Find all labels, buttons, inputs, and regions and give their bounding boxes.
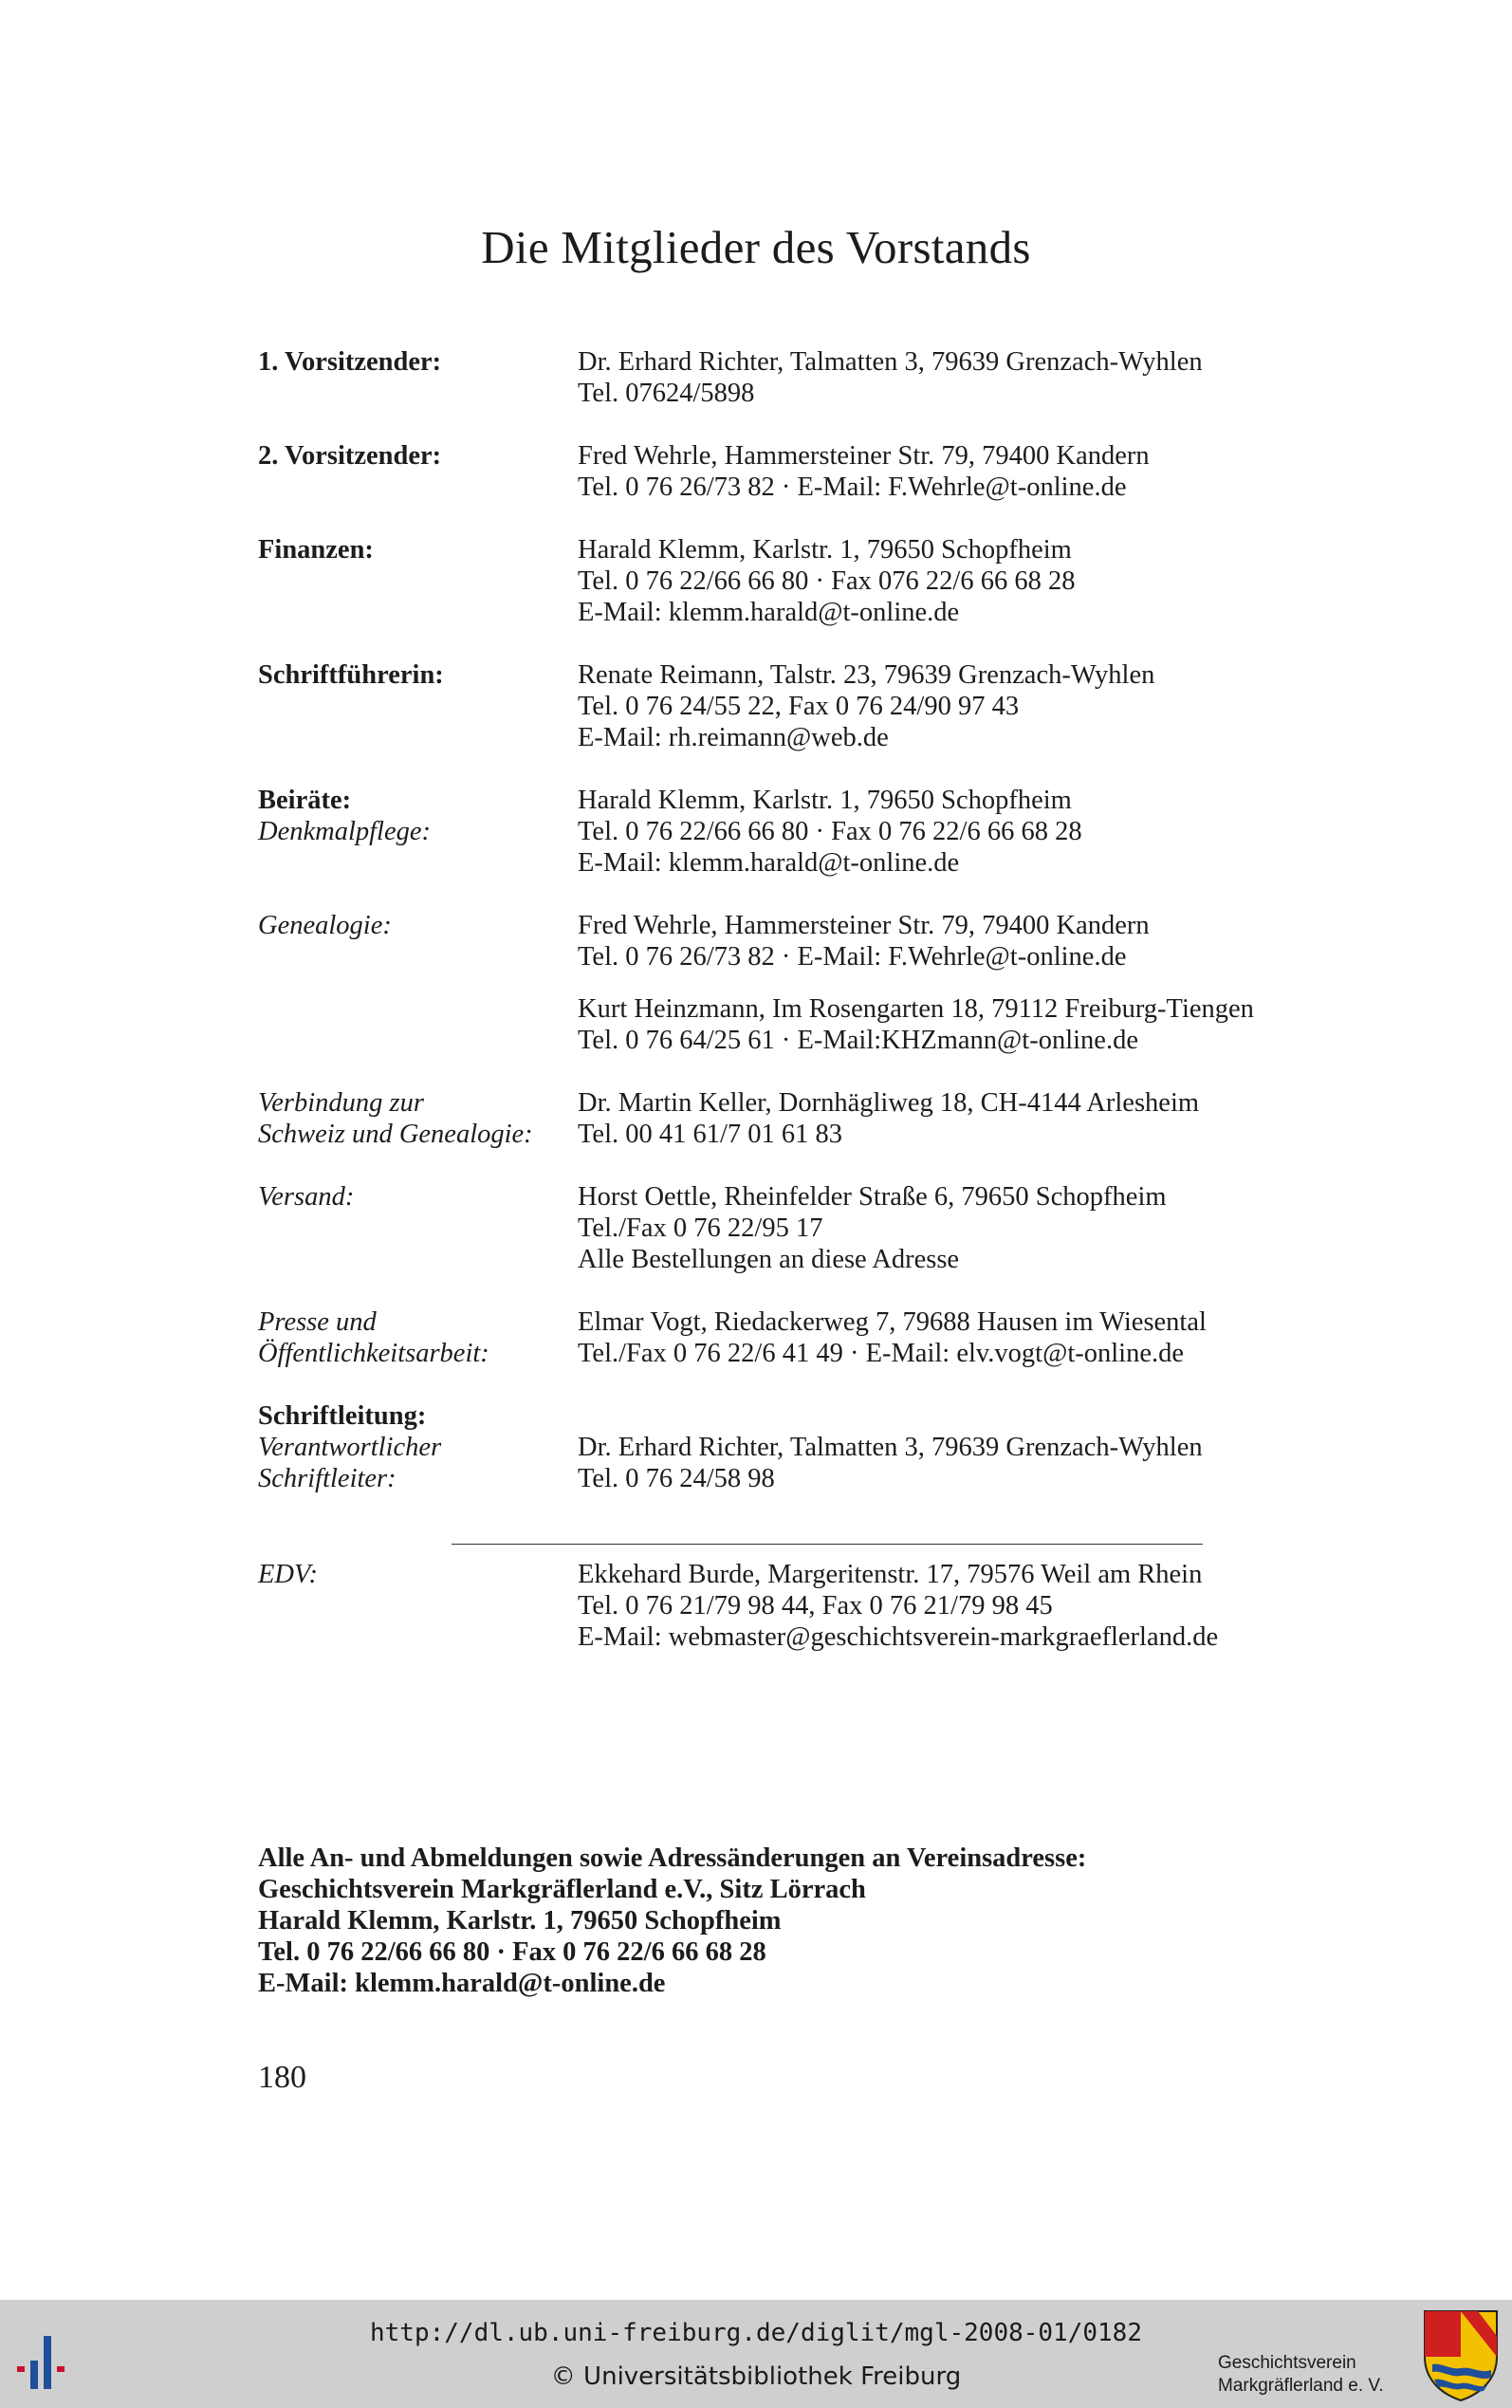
board-entry [258,1306,1377,1369]
role-label: Schriftleiter: [258,1464,396,1493]
role-labels [258,910,571,941]
role-label: Presse und [258,1307,377,1337]
contact-details [578,1559,1377,1653]
notice-line: E-Mail: klemm.harald@t-online.de [258,1969,666,1998]
contact-line: Tel. 0 76 22/66 66 80 · Fax 076 22/6 66 68 28 [578,566,1076,596]
contact-line: Fred Wehrle, Hammersteiner Str. 79, 79400 Kandern [578,441,1150,471]
contact-line: Tel. 00 41 61/7 01 61 83 [578,1120,843,1149]
role-label: Schweiz und Genealogie: [258,1120,533,1149]
society-name-line: Geschichtsverein [1218,2353,1356,2373]
role-label: 1. Vorsitzender: [258,347,442,377]
contact-details [578,785,1377,879]
contact-line: Renate Reimann, Talstr. 23, 79639 Grenzach-Wyhlen [578,660,1155,690]
page-title: Die Mitglieder des Vorstands [481,221,1031,273]
role-label: Verbindung zur [258,1088,424,1118]
board-entry [258,534,1377,628]
notice-line: Harald Klemm, Karlstr. 1, 79650 Schopfheim [258,1906,782,1936]
contact-block [578,910,1377,972]
role-labels [258,1087,571,1150]
contact-line: E-Mail: klemm.harald@t-online.de [578,598,960,627]
contact-line: Tel. 0 76 24/58 98 [578,1464,775,1493]
contact-line: E-Mail: webmaster@geschichtsverein-markgraeflerland.de [578,1622,1219,1652]
contact-details [578,534,1377,628]
role-label: Versand: [258,1182,355,1212]
role-labels [258,1306,571,1369]
section-divider [452,1544,1203,1545]
footer-copyright: © Universitätsbibliothek Freiburg [550,2362,962,2391]
role-label: EDV: [258,1560,319,1589]
contact-line: Tel. 0 76 64/25 61 · E-Mail:KHZmann@t-online.de [578,1026,1138,1055]
role-label: Denkmalpflege: [258,817,432,846]
contact-line: Tel./Fax 0 76 22/95 17 [578,1213,823,1243]
board-entry [258,910,1377,1056]
contact-line: Tel./Fax 0 76 22/6 41 49 · E-Mail: elv.vogt@t-online.de [578,1339,1185,1368]
contact-block [578,785,1377,879]
contact-line: Horst Oettle, Rheinfelder Straße 6, 79650 Schopfheim [578,1182,1167,1212]
membership-notice [258,1843,1086,1999]
contact-block [578,1181,1377,1275]
contact-block [578,346,1377,409]
board-entry [258,785,1377,879]
contact-block [578,1559,1377,1653]
contact-line [578,1400,1377,1432]
board-member-list [258,346,1377,1684]
role-labels [258,1559,571,1590]
contact-details [578,1400,1377,1494]
contact-details [578,910,1377,1056]
role-labels [258,534,571,565]
contact-block [578,993,1377,1056]
contact-details [578,1087,1377,1150]
contact-line: Kurt Heinzmann, Im Rosengarten 18, 79112 Freiburg-Tiengen [578,994,1254,1024]
contact-line: Harald Klemm, Karlstr. 1, 79650 Schopfheim [578,535,1072,565]
board-entry [258,1181,1377,1275]
contact-block [578,440,1377,503]
contact-line: Dr. Erhard Richter, Talmatten 3, 79639 Grenzach-Wyhlen [578,1433,1203,1462]
role-label: Schriftleitung: [258,1401,427,1431]
role-labels [258,659,571,691]
footer-url[interactable]: http://dl.ub.uni-freiburg.de/diglit/mgl-2008-01/0182 [370,2319,1142,2347]
board-entry [258,659,1377,753]
contact-line: E-Mail: klemm.harald@t-online.de [578,848,960,878]
role-label: 2. Vorsitzender: [258,441,442,471]
contact-line: E-Mail: rh.reimann@web.de [578,723,889,752]
page-number: 180 [258,2060,306,2095]
role-label: Verantwortlicher [258,1433,442,1462]
role-labels [258,346,571,378]
contact-block [578,659,1377,753]
contact-line: Tel. 0 76 24/55 22, Fax 0 76 24/90 97 43 [578,692,1020,721]
contact-block [578,534,1377,628]
role-label: Finanzen: [258,535,374,565]
role-labels [258,1400,571,1494]
board-entry [258,1400,1377,1494]
contact-details [578,1181,1377,1275]
board-entry [258,440,1377,503]
contact-line: Tel. 0 76 21/79 98 44, Fax 0 76 21/79 98 45 [578,1591,1053,1621]
board-entry [258,346,1377,409]
role-labels [258,785,571,847]
contact-block [578,1400,1377,1494]
notice-line: Geschichtsverein Markgräflerland e.V., Sitz Lörrach [258,1875,866,1904]
contact-line: Tel. 0 76 22/66 66 80 · Fax 0 76 22/6 66 68 28 [578,817,1082,846]
board-entry [258,1559,1377,1653]
footer-society-name [1218,2352,1384,2398]
library-footer [0,2300,1512,2408]
board-entry [258,1087,1377,1150]
contact-line: Harald Klemm, Karlstr. 1, 79650 Schopfheim [578,786,1072,815]
contact-line: Tel. 07624/5898 [578,379,755,408]
role-label: Genealogie: [258,911,392,940]
contact-details [578,1306,1377,1369]
contact-line: Alle Bestellungen an diese Adresse [578,1245,960,1274]
contact-line: Tel. 0 76 26/73 82 · E-Mail: F.Wehrle@t-online.de [578,472,1127,502]
role-labels [258,440,571,472]
contact-details [578,346,1377,409]
contact-details [578,440,1377,503]
contact-details [578,659,1377,753]
role-label: Öffentlichkeitsarbeit: [258,1339,489,1368]
notice-line: Tel. 0 76 22/66 66 80 · Fax 0 76 22/6 66 68 28 [258,1937,766,1967]
role-label: Beiräte: [258,786,352,815]
contact-line: Dr. Martin Keller, Dornhägliweg 18, CH-4144 Arlesheim [578,1088,1200,1118]
society-name-line: Markgräflerland e. V. [1218,2376,1384,2396]
contact-block [578,1087,1377,1150]
contact-line: Ekkehard Burde, Margeritenstr. 17, 79576 Weil am Rhein [578,1560,1203,1589]
contact-line: Fred Wehrle, Hammersteiner Str. 79, 79400 Kandern [578,911,1150,940]
contact-line: Dr. Erhard Richter, Talmatten 3, 79639 Grenzach-Wyhlen [578,347,1203,377]
contact-block [578,1306,1377,1369]
notice-line: Alle An- und Abmeldungen sowie Adressänderungen an Vereinsadresse: [258,1843,1087,1873]
contact-line: Tel. 0 76 26/73 82 · E-Mail: F.Wehrle@t-online.de [578,942,1127,972]
coat-of-arms-icon [1421,2307,1501,2402]
contact-line: Elmar Vogt, Riedackerweg 7, 79688 Hausen im Wiesental [578,1307,1207,1337]
role-label: Schriftführerin: [258,660,444,690]
role-labels [258,1181,571,1213]
